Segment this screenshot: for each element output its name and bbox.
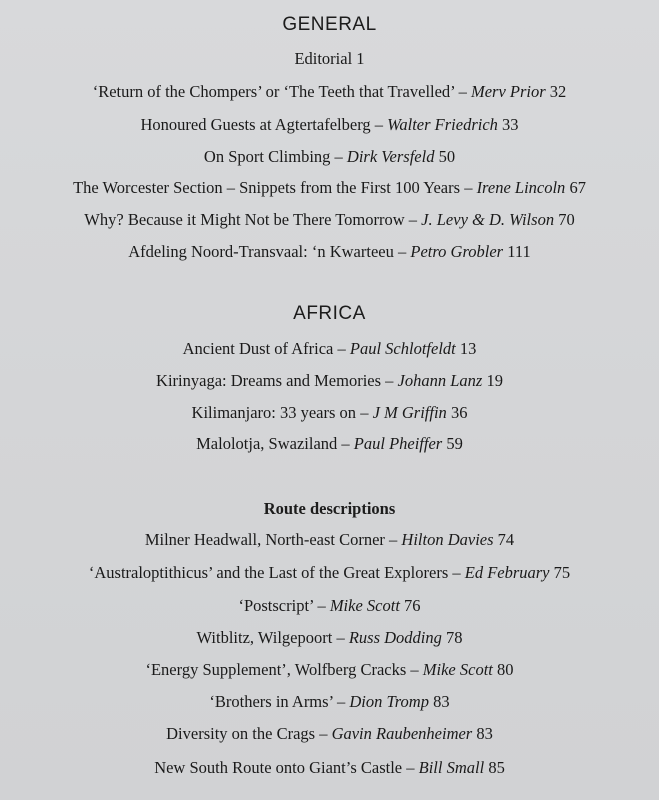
entry-title: Editorial 1	[294, 49, 365, 68]
entry-author: J. Levy & D. Wilson	[421, 210, 555, 229]
entry-dash: –	[454, 82, 471, 101]
entry-page: 13	[455, 339, 477, 358]
entry-worcester-section	[0, 178, 659, 198]
entry-author: Gavin Raubenheimer	[331, 724, 473, 743]
entry-australoptithicus	[0, 563, 659, 583]
entry-author: Ed February	[464, 563, 550, 582]
entry-page: 67	[565, 178, 586, 197]
entry-page: 74	[493, 530, 515, 549]
entry-author: Hilton Davies	[401, 530, 494, 549]
entry-postscript	[0, 596, 659, 616]
entry-dash: –	[393, 242, 411, 261]
entry-honoured-guests	[0, 115, 659, 135]
entry-title: ‘Energy Supplement’, Wolfberg Cracks	[145, 660, 407, 679]
entry-editorial	[0, 49, 659, 69]
entry-dash: –	[404, 210, 422, 229]
entry-page: 33	[497, 115, 519, 134]
entry-title: The Worcester Section – Snippets from the First 100 Years	[73, 178, 461, 197]
entry-return-of-the-chompers	[0, 82, 659, 102]
entry-milner-headwall	[0, 530, 659, 550]
entry-title: Milner Headwall, North-east Corner	[144, 530, 385, 549]
entry-new-south-route	[0, 758, 659, 778]
entry-page: 19	[482, 371, 503, 390]
entry-dash: –	[313, 596, 330, 615]
entry-dash: –	[381, 371, 398, 390]
entry-author: Dion Tromp	[349, 692, 429, 711]
entry-dash: –	[370, 115, 388, 134]
entry-author: Dirk Versfeld	[346, 147, 435, 166]
entry-dash: –	[406, 660, 423, 679]
entry-author: Petro Grobler	[410, 242, 504, 261]
entry-dash: –	[337, 434, 354, 453]
entry-title: On Sport Climbing	[203, 147, 331, 166]
entry-author: Walter Friedrich	[387, 115, 498, 134]
entry-author: Bill Small	[418, 758, 485, 777]
entry-kilimanjaro	[0, 403, 659, 423]
entry-brothers-in-arms	[0, 692, 659, 712]
section-heading-general: GENERAL	[282, 14, 377, 35]
entry-dash: –	[333, 339, 350, 358]
entry-page: 36	[446, 403, 468, 422]
entry-dash: –	[332, 692, 350, 711]
entry-page: 78	[441, 628, 463, 647]
entry-title: Ancient Dust of Africa	[182, 339, 334, 358]
entry-dash: –	[384, 530, 402, 549]
entry-why-because	[0, 210, 659, 230]
entry-title: Diversity on the Crags	[166, 724, 316, 743]
entry-title: ‘Postscript’	[238, 596, 314, 615]
entry-page: 70	[554, 210, 575, 229]
entry-author: Johann Lanz	[397, 371, 483, 390]
entry-ancient-dust	[0, 339, 659, 359]
entry-kirinyaga	[0, 371, 659, 391]
entry-page: 50	[434, 147, 456, 166]
entry-author: Russ Dodding	[348, 628, 442, 647]
entry-title: Afdeling Noord-Transvaal: ‘n Kwarteeu	[128, 242, 394, 261]
entry-afdeling-noord-transvaal	[0, 242, 659, 262]
entry-dash: –	[460, 178, 477, 197]
entry-author: Paul Schlotfeldt	[349, 339, 456, 358]
entry-page: 80	[492, 660, 514, 679]
entry-title: ‘Return of the Chompers’ or ‘The Teeth that Travelled’	[92, 82, 455, 101]
entry-dash: –	[356, 403, 373, 422]
entry-diversity-on-the-crags	[0, 724, 659, 744]
entry-title: Kilimanjaro: 33 years on	[191, 403, 357, 422]
entry-page: 32	[545, 82, 567, 101]
entry-page: 83	[472, 724, 493, 743]
entry-title: Malolotja, Swaziland	[196, 434, 338, 453]
entry-title: Why? Because it Might Not be There Tomorrow	[84, 210, 405, 229]
entry-title: New South Route onto Giant’s Castle	[154, 758, 403, 777]
entry-title: ‘Australoptithicus’ and the Last of the Great Explorers	[88, 563, 449, 582]
entry-on-sport-climbing	[0, 147, 659, 167]
entry-title: Honoured Guests at Agtertafelberg	[140, 115, 371, 134]
entry-energy-supplement	[0, 660, 659, 680]
entry-title: Witblitz, Wilgepoort	[196, 628, 333, 647]
entry-author: Paul Pheiffer	[353, 434, 443, 453]
entry-dash: –	[330, 147, 347, 166]
entry-dash: –	[402, 758, 419, 777]
entry-dash: –	[332, 628, 349, 647]
entry-page: 85	[484, 758, 505, 777]
entry-dash: –	[315, 724, 332, 743]
entry-page: 111	[503, 242, 531, 261]
entry-author: Mike Scott	[329, 596, 400, 615]
entry-page: 75	[549, 563, 571, 582]
entry-malolotja	[0, 434, 659, 454]
section-heading-route-descriptions: Route descriptions	[263, 499, 396, 518]
entry-page: 83	[428, 692, 450, 711]
entry-author: Irene Lincoln	[476, 178, 566, 197]
entry-title: ‘Brothers in Arms’	[209, 692, 333, 711]
entry-author: Mike Scott	[422, 660, 493, 679]
entry-dash: –	[448, 563, 465, 582]
entry-page: 59	[442, 434, 463, 453]
entry-title: Kirinyaga: Dreams and Memories	[156, 371, 382, 390]
entry-witblitz	[0, 628, 659, 648]
entry-author: Merv Prior	[470, 82, 546, 101]
entry-page: 76	[399, 596, 421, 615]
section-heading-africa: AFRICA	[293, 303, 366, 324]
entry-author: J M Griffin	[372, 403, 447, 422]
